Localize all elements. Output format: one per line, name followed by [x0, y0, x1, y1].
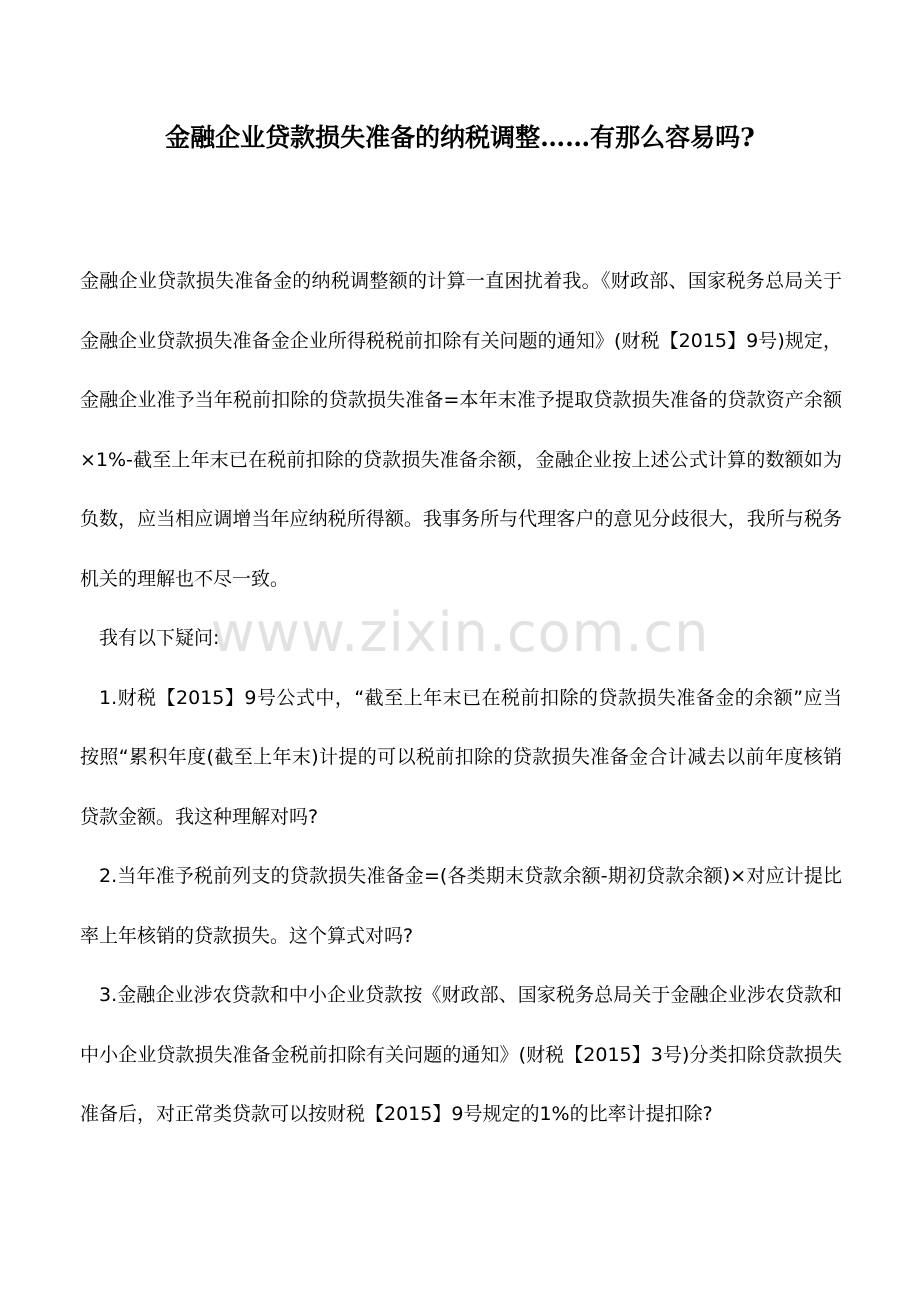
- questions-heading: 我有以下疑问:: [99, 627, 220, 649]
- question-1-paragraph: 1.财税【2015】9号公式中，“截至上年末已在税前扣除的贷款损失准备金的余额”应当按照“累积年度(截至上年末)计提的可以税前扣除的贷款损失准备金合计减去以前年度核销贷款金额。我这种理解对吗?: [80, 686, 842, 828]
- document-title: 金融企业贷款损失准备的纳税调整……有那么容易吗?: [165, 123, 755, 152]
- document-body: [80, 252, 842, 1145]
- watermark-text: www.zixin.com.cn: [210, 601, 710, 664]
- question-3-paragraph: 3.金融企业涉农贷款和中小企业贷款按《财政部、国家税务总局关于金融企业涉农贷款和中小企业贷款损失准备金税前扣除有关问题的通知》(财税【2015】3号)分类扣除贷款损失准备后，对正常类贷款可以按财税【2015】9号规定的1%的比率计提扣除?: [80, 984, 842, 1125]
- question-2-paragraph: 2.当年准予税前列支的贷款损失准备金=(各类期末贷款余额-期初贷款余额)×对应计提比率上年核销的贷款损失。这个算式对吗?: [80, 865, 842, 947]
- intro-paragraph: 金融企业贷款损失准备金的纳税调整额的计算一直困扰着我。《财政部、国家税务总局关于金融企业贷款损失准备金企业所得税税前扣除有关问题的通知》(财税【2015】9号)规定，金融企业准予当年税前扣除的贷款损失准备=本年末准予提取贷款损失准备的贷款资产余额×1%-截至上年末已在税前扣除的贷款损失准备余额，金融企业按上述公式计算的数额如为负数，应当相应调增当年应纳税所得额。我事务所与代理客户的意见分歧很大，我所与税务机关的理解也不尽一致。: [80, 270, 842, 590]
